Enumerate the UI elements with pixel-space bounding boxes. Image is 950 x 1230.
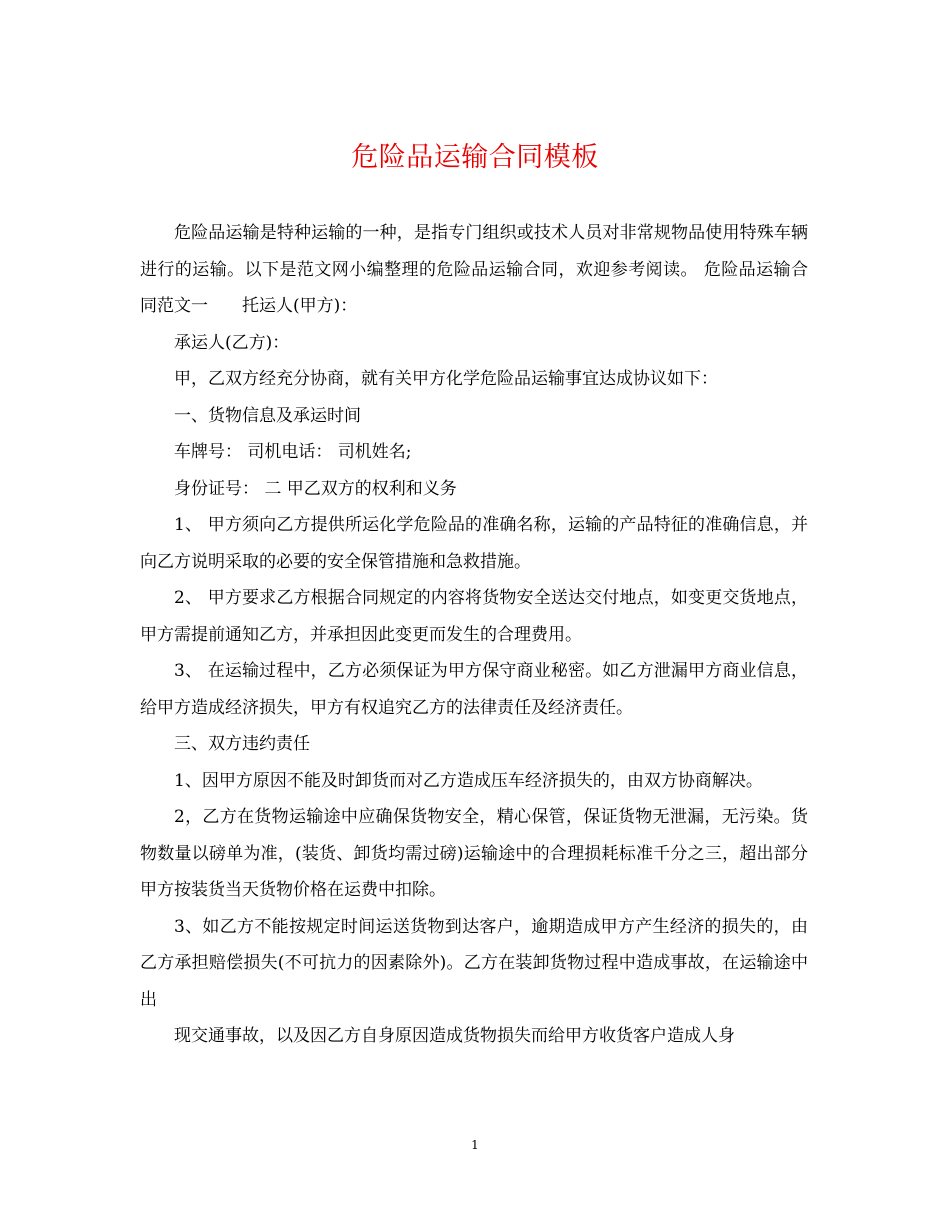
section-heading-liability: 三、双方违约责任 <box>174 734 310 754</box>
page-number: 1 <box>471 1138 479 1152</box>
liability-clause-1: 1、因甲方原因不能及时卸货而对乙方造成压车经济损失的，由双方协商解决。 <box>174 770 763 791</box>
document-title: 危险品运输合同模板 <box>351 142 599 173</box>
section-heading-goods-info: 一、货物信息及承运时间 <box>174 405 361 426</box>
liability-clause-2: 2，乙方在货物运输途中应确保货物安全，精心保管，保证货物无泄漏，无污染。货物数量以磅单为准，(装货、卸货均需过磅)运输途中的合理损耗标准千分之三，超出部分甲方按装货当天货物价格在运费中扣除。 <box>140 807 808 900</box>
paragraph-vehicle-info: 车牌号： 司机电话： 司机姓名; <box>174 442 412 462</box>
paragraph-intro: 危险品运输是特种运输的一种，是指专门组织或技术人员对非常规物品使用特殊车辆进行的运输。以下是范文网小编整理的危险品运输合同，欢迎参考阅读。 危险品运输合同范文一 托运人(甲方)： <box>140 223 808 316</box>
paragraph-id-rights: 身份证号： 二 甲乙双方的权利和义务 <box>174 478 457 499</box>
liability-clause-3: 3、如乙方不能按规定时间运送货物到达客户，逾期造成甲方产生经济的损失的，由乙方承担赔偿损失(不可抗力的因素除外)。乙方在装卸货物过程中造成事故，在运输途中出 <box>140 916 808 1010</box>
clause-1: 1、 甲方须向乙方提供所运化学危险品的准确名称，运输的产品特征的准确信息，并向乙方说明采取的必要的安全保管措施和急救措施。 <box>140 515 808 572</box>
clause-2: 2、 甲方要求乙方根据合同规定的内容将货物安全送达交付地点，如变更交货地点，甲方需提前通知乙方，并承担因此变更而发生的合理费用。 <box>140 588 808 645</box>
paragraph-continuation: 现交通事故，以及因乙方自身原因造成货物损失而给甲方收货客户造成人身 <box>174 1026 735 1046</box>
paragraph-agreement: 甲，乙双方经充分协商，就有关甲方化学危险品运输事宜达成协议如下： <box>174 369 718 389</box>
document-body <box>140 215 808 1055</box>
clause-3: 3、 在运输过程中，乙方必须保证为甲方保守商业秘密。如乙方泄漏甲方商业信息，给甲方造成经济损失，甲方有权追究乙方的法律责任及经济责任。 <box>140 661 808 718</box>
paragraph-carrier: 承运人(乙方)： <box>174 332 290 353</box>
